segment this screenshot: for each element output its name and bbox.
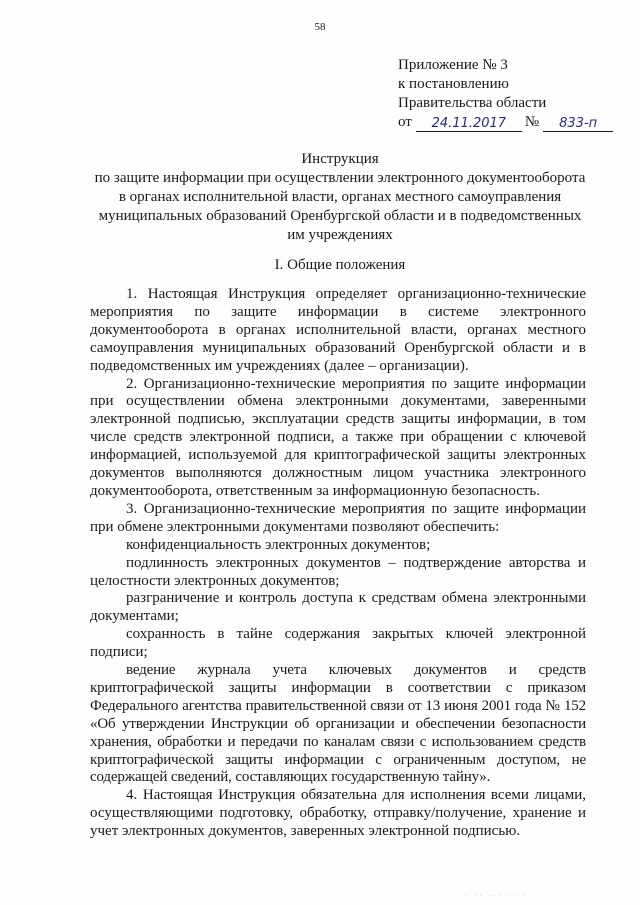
number-sign: № bbox=[524, 114, 540, 130]
appendix-block bbox=[398, 56, 613, 132]
appendix-line-3: Правительства области bbox=[398, 95, 547, 111]
list-item-access-control: разграничение и контроль доступа к средствам обмена электронными документами; bbox=[90, 590, 586, 625]
title-line: в органах исполнительной власти, органах местного самоуправления bbox=[118, 189, 562, 205]
scan-artifact: · ·· ··· ·· · bbox=[465, 893, 528, 899]
section-heading: I. Общие положения bbox=[274, 257, 406, 273]
appendix-date-number-line bbox=[398, 113, 613, 132]
appendix-line-2: к постановлению bbox=[398, 76, 509, 92]
document-body bbox=[90, 286, 586, 841]
title-line: муниципальных образований Оренбургской области и в подведомственных bbox=[98, 208, 582, 224]
date-prefix: от bbox=[398, 114, 412, 130]
appendix-line-1: Приложение № 3 bbox=[398, 57, 508, 73]
list-item-authenticity: подлинность электронных документов – подтверждение авторства и целостности электронных документов; bbox=[90, 554, 586, 589]
paragraph-3: 3. Организационно-технические мероприятия по защите информации при обмене электронными документами позволяют обеспечить: bbox=[90, 500, 586, 535]
title-line: по защите информации при осуществлении электронного документооборота bbox=[94, 170, 586, 186]
paragraph-4: 4. Настоящая Инструкция обязательна для исполнения всеми лицами, осуществляющими подготовку, обработку, отправку/получение, хранение и учет электронных документов, заверенных электронной подписью. bbox=[90, 787, 586, 840]
title-line: им учреждениях bbox=[287, 227, 393, 243]
page-number: 58 bbox=[314, 21, 326, 33]
paragraph-1: 1. Настоящая Инструкция определяет организационно-технические мероприятия по защите информации в системе электронного документооборота в органах исполнительной власти, органах местного самоуправления муниципальных образований Оренбургской области и в подведомственных им учреждениях (далее – организации). bbox=[90, 286, 586, 374]
paragraph-2: 2. Организационно-технические мероприятия по защите информации при осуществлении обмена электронными документами, заверенными электронной подписью, эксплуатации средств защиты информации, в том числе средств электронной подписи, а также при обращении с ключевой информацией, используемой для криптографической защиты электронных документов выполняются должностным лицом участника электронного документооборота, ответственным за информационную безопасность. bbox=[90, 375, 586, 499]
list-item-journal: ведение журнала учета ключевых документов и средств криптографической защиты информации в соответствии с приказом Федерального агентства правительственной связи от 13 июня 2001 года № 152 «Об утверждении Инструкции об организации и обеспечении безопасности хранения, обработки и передачи по каналам связи с использованием средств криптографической защиты информации с ограниченным доступом, не содержащей сведений, составляющих государственную тайну». bbox=[90, 662, 586, 786]
handwritten-number: 833-п bbox=[543, 116, 613, 132]
list-item-confidentiality: конфиденциальность электронных документов; bbox=[126, 536, 431, 553]
title-heading: Инструкция bbox=[301, 151, 379, 167]
handwritten-date: 24.11.2017 bbox=[416, 116, 522, 132]
document-title bbox=[60, 150, 620, 245]
list-item-key-secrecy: сохранность в тайне содержания закрытых ключей электронной подписи; bbox=[90, 626, 586, 661]
